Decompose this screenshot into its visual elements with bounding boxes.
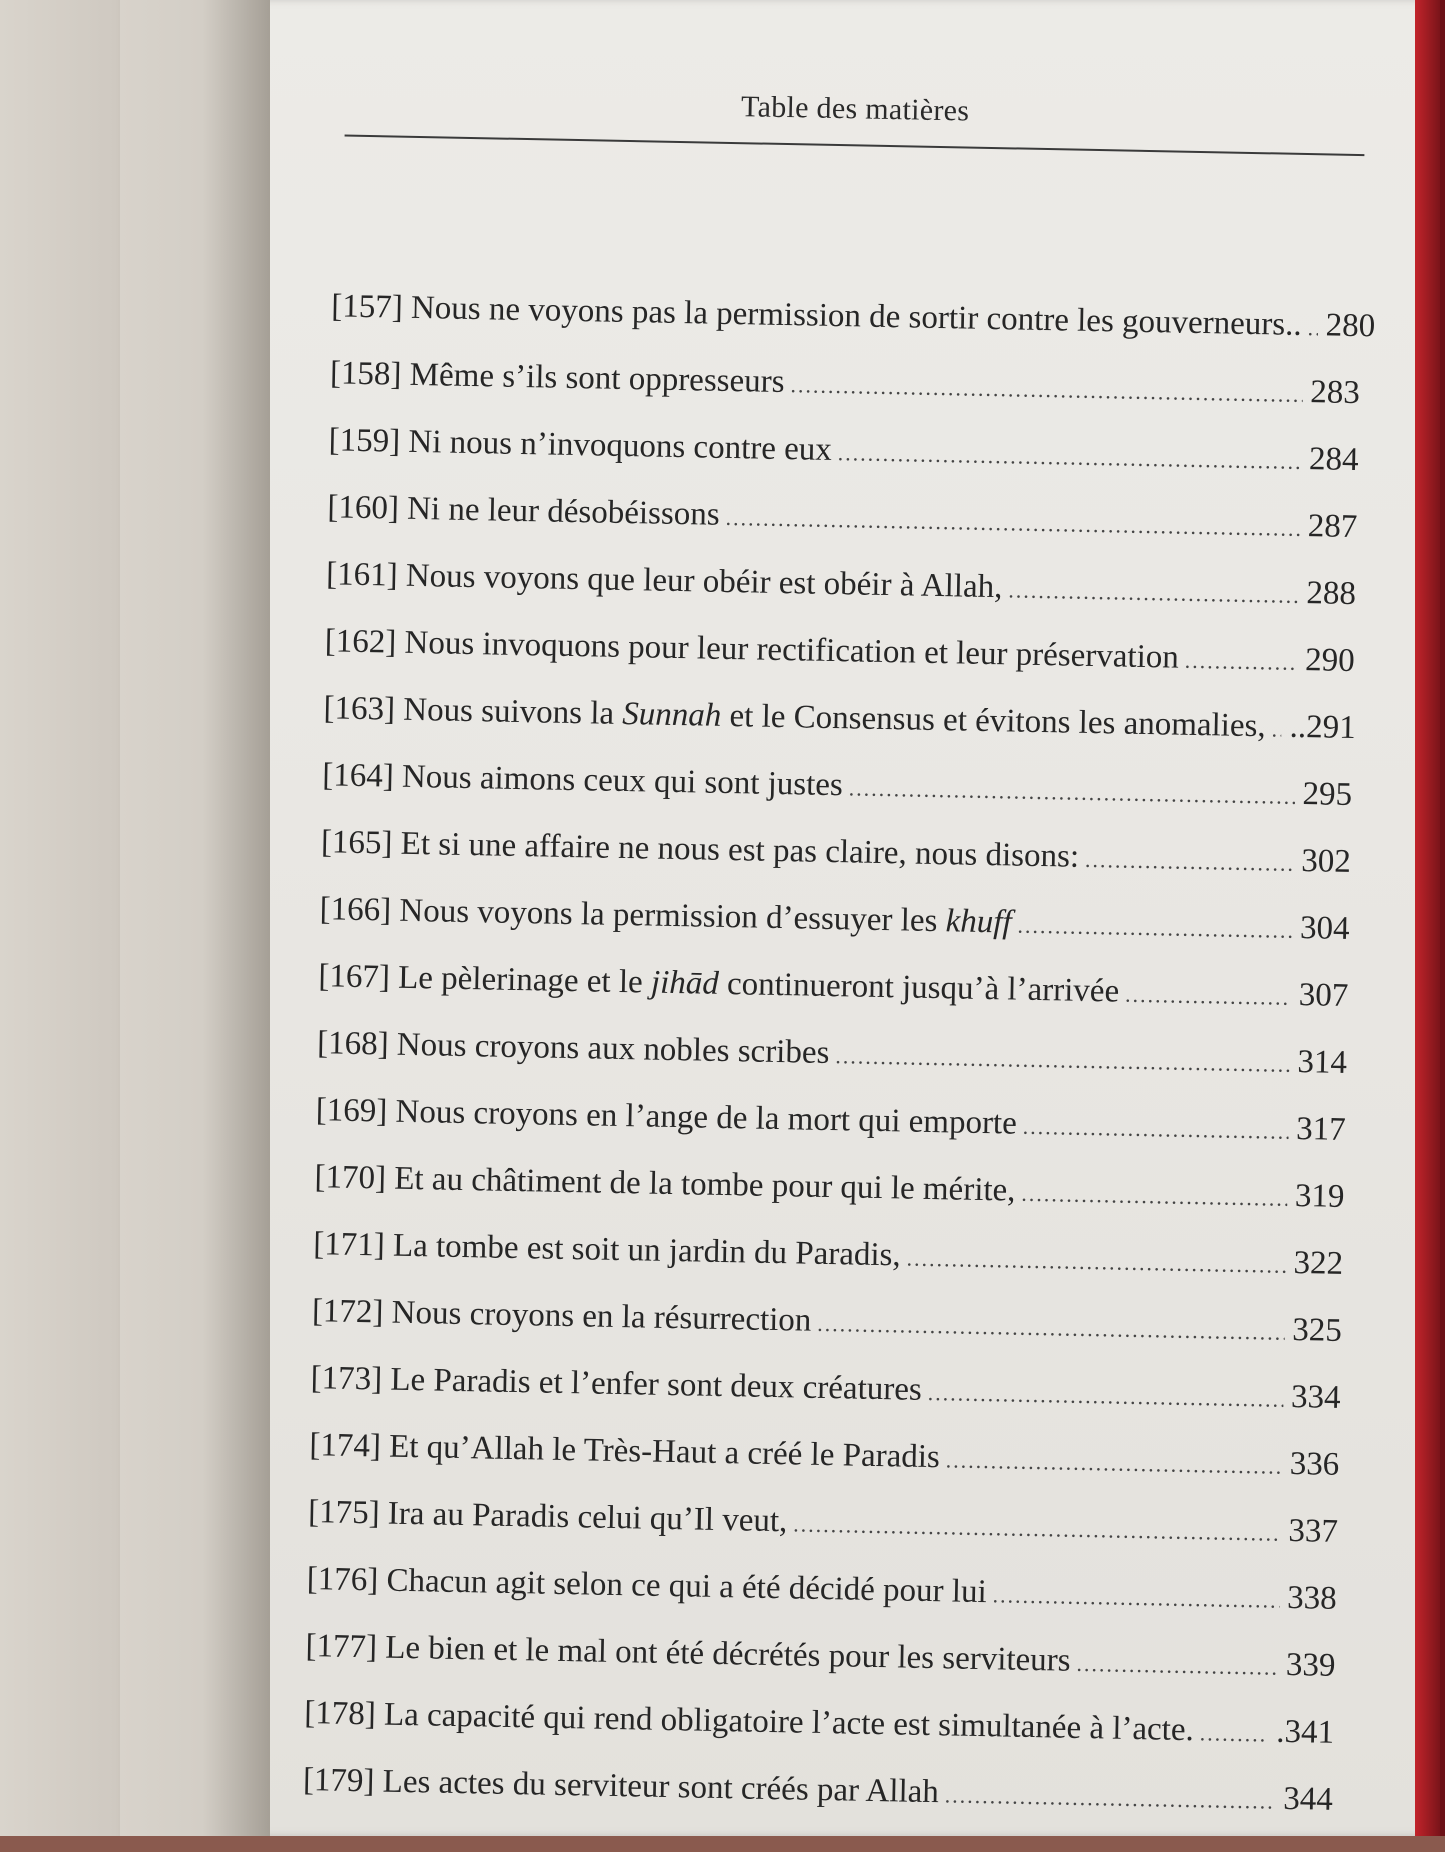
toc-entry-page-number: 284 xyxy=(1308,441,1359,479)
toc-entry-number: [175] xyxy=(307,1494,380,1532)
toc-entry-number: [158] xyxy=(329,355,402,393)
toc-entry-text: Nous invoquons pour leur rectification et leur préservation xyxy=(404,624,1180,676)
toc-entry-page-number: 288 xyxy=(1306,575,1357,613)
toc-entry-text: Le Paradis et l’enfer sont deux créatures xyxy=(390,1361,923,1408)
table-of-contents xyxy=(302,288,1376,1848)
toc-entry-page-number: .341 xyxy=(1276,1713,1335,1751)
dot-leader xyxy=(1022,1114,1288,1145)
toc-entry-number: [171] xyxy=(312,1226,386,1264)
toc-entry-number: [162] xyxy=(324,623,397,661)
toc-entry-text: Nous croyons en la résurrection xyxy=(391,1294,812,1339)
toc-entry-text: Nous voyons la permission d’essuyer les xyxy=(399,892,946,940)
dot-leader xyxy=(1307,315,1317,341)
toc-entry-page-number: 338 xyxy=(1286,1579,1338,1617)
toc-entry-text: Nous aimons ceux qui sont justes xyxy=(401,758,844,804)
book-page xyxy=(120,0,1440,1836)
toc-entry-text: Ira au Paradis celui qu’Il veut, xyxy=(387,1495,788,1540)
toc-entry-page-number: 325 xyxy=(1291,1311,1343,1349)
dot-leader xyxy=(790,372,1302,408)
dot-leader xyxy=(838,440,1302,475)
toc-entry-number: [173] xyxy=(310,1360,383,1398)
toc-entry-page-number: 336 xyxy=(1289,1445,1340,1483)
page-content xyxy=(252,0,1445,1849)
dot-leader xyxy=(1021,1181,1287,1212)
dot-leader xyxy=(1185,648,1298,676)
toc-entry-page-number: 307 xyxy=(1298,977,1349,1014)
dot-leader xyxy=(945,1782,1276,1814)
toc-entry-text: Nous suivons la xyxy=(402,691,623,732)
dot-leader xyxy=(946,1447,1282,1479)
dot-leader xyxy=(817,1311,1284,1346)
toc-entry-page-number: 314 xyxy=(1297,1044,1348,1081)
toc-entry-text: Ni nous n’invoquons contre eux xyxy=(408,423,833,468)
dot-leader xyxy=(1199,1720,1268,1747)
running-title: Table des matières xyxy=(740,90,970,128)
toc-entry-title xyxy=(330,355,785,401)
toc-entry-page-number: 344 xyxy=(1282,1780,1334,1818)
dot-leader xyxy=(1017,913,1292,944)
dot-leader xyxy=(906,1246,1285,1279)
toc-entry-title xyxy=(327,489,720,534)
toc-entry-page-number: 304 xyxy=(1299,910,1350,947)
toc-entry-page-number: 339 xyxy=(1285,1646,1336,1684)
toc-entry-text: Les actes du serviteur sont créés par Allah xyxy=(382,1763,940,1811)
toc-entry-page-number: 334 xyxy=(1290,1378,1341,1416)
toc-entry-number: [174] xyxy=(309,1427,382,1465)
toc-entry-page-number: 337 xyxy=(1288,1512,1339,1550)
toc-entry-number: [168] xyxy=(316,1025,389,1063)
toc-entry-page-number: ..291 xyxy=(1289,708,1356,747)
dot-leader xyxy=(849,775,1295,810)
toc-entry-number: [163] xyxy=(323,690,396,728)
toc-entry-italic-term: Sunnah xyxy=(622,695,722,734)
toc-entry-page-number: 287 xyxy=(1307,508,1358,546)
dot-leader xyxy=(1008,577,1299,609)
toc-entry-number: [157] xyxy=(330,288,404,326)
toc-entry-number: [169] xyxy=(315,1092,388,1130)
toc-entry-number: [176] xyxy=(306,1561,379,1599)
toc-entry-number: [164] xyxy=(321,757,395,795)
toc-entry-page-number: 302 xyxy=(1300,843,1352,880)
dot-leader xyxy=(1076,1651,1278,1681)
dot-leader xyxy=(1085,847,1294,877)
toc-entry-text: Le bien et le mal ont été décrétés pour les serviteurs xyxy=(384,1629,1071,1679)
toc-entry-text: Ni ne leur désobéissons xyxy=(406,490,721,533)
toc-entry-number: [177] xyxy=(305,1628,378,1666)
toc-entry-page-number: 280 xyxy=(1325,307,1376,345)
toc-entry-text: Et si une affaire ne nous est pas claire, nous disons: xyxy=(400,825,1080,875)
toc-entry-page-number: 322 xyxy=(1293,1244,1344,1282)
dot-leader xyxy=(1125,982,1291,1011)
toc-entry-number: [160] xyxy=(327,489,400,527)
toc-entry-number: [170] xyxy=(314,1159,387,1197)
dot-leader xyxy=(1271,716,1281,742)
header-rule xyxy=(345,135,1365,157)
toc-entry-text: Nous voyons que leur obéir est obéir à Allah, xyxy=(405,557,1003,606)
toc-entry-text: Et qu’Allah le Très-Haut a créé le Paradis xyxy=(388,1428,941,1476)
toc-entry-italic-term: jihād xyxy=(650,964,720,1002)
dot-leader xyxy=(793,1511,1281,1546)
toc-entry-page-number: 295 xyxy=(1302,776,1353,814)
toc-entry-page-number: 290 xyxy=(1304,642,1356,680)
toc-entry-number: [165] xyxy=(320,824,393,862)
toc-entry-number: [172] xyxy=(311,1293,384,1331)
dot-leader xyxy=(725,505,1300,542)
toc-entry-number: [167] xyxy=(318,958,391,996)
toc-entry-text: La capacité qui rend obligatoire l’acte est simultanée à l’acte. xyxy=(383,1696,1195,1749)
toc-entry-text: Et au châtiment de la tombe pour qui le mérite, xyxy=(393,1160,1016,1209)
toc-entry-text: Même s’ils sont oppresseurs xyxy=(409,356,785,401)
toc-entry-page-number: 283 xyxy=(1309,374,1361,412)
toc-entry-text: La tombe est soit un jardin du Paradis, xyxy=(392,1227,902,1274)
toc-entry-number: [166] xyxy=(319,891,392,929)
toc-entry-page-number: 317 xyxy=(1295,1110,1347,1148)
toc-entry-number: [179] xyxy=(302,1762,375,1800)
toc-entry-text: Nous ne voyons pas la permission de sortir contre les gouverneurs.. xyxy=(410,289,1303,343)
dot-leader xyxy=(992,1582,1279,1613)
dot-leader xyxy=(835,1043,1290,1078)
toc-entry-number: [159] xyxy=(328,422,401,460)
toc-entry-number: [161] xyxy=(325,556,398,594)
toc-entry-number: [178] xyxy=(303,1695,377,1733)
toc-entry-text-continued: continueront jusqu’à l’arrivée xyxy=(718,965,1120,1010)
toc-entry-text: Chacun agit selon ce qui a été décidé pour lui xyxy=(386,1562,988,1611)
toc-entry-page-number: 319 xyxy=(1294,1177,1345,1215)
toc-entry-text: Nous croyons en l’ange de la mort qui emporte xyxy=(395,1093,1018,1142)
toc-entry-title xyxy=(308,1494,788,1540)
dot-leader xyxy=(927,1380,1283,1413)
toc-entry-text: Nous croyons aux nobles scribes xyxy=(396,1026,830,1072)
toc-entry-italic-term: khuff xyxy=(945,903,1012,941)
toc-entry-text: Le pèlerinage et le xyxy=(397,959,652,1001)
toc-entry-text-continued: et le Consensus et évitons les anomalies, xyxy=(720,697,1266,745)
toc-entry-title xyxy=(331,288,1302,344)
page-gutter xyxy=(120,0,270,1836)
